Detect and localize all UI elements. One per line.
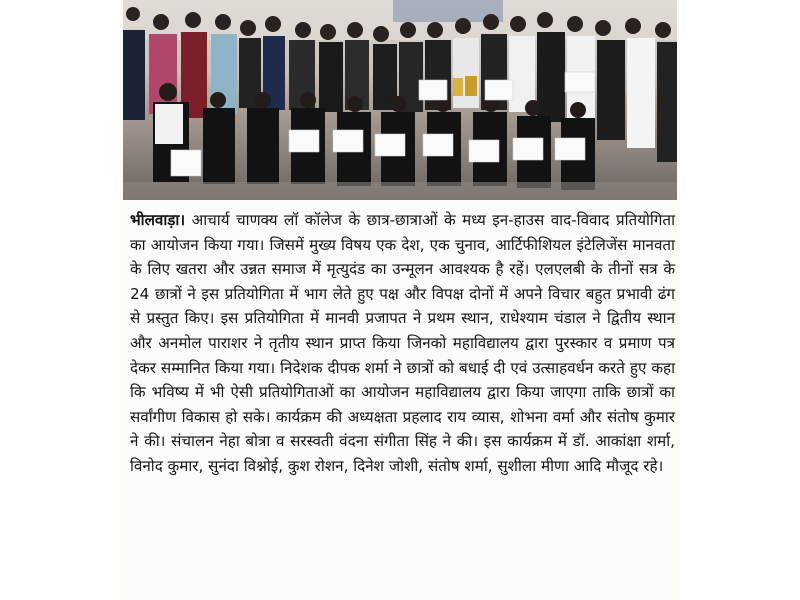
group-photo-illustration: [123, 0, 677, 200]
news-clipping: [120, 0, 680, 600]
article-body: आचार्य चाणक्य लॉ कॉलेज के छात्र-छात्राओं के मध्य इन-हाउस वाद-विवाद प्रतियोगिता का आयोजन किया गया। जिसमें मुख्य विषय एक देश, एक चुनाव, आर्टिफीशियल इंटेलिजेंस मानवता के लिए खतरा और उन्नत समाज में मृत्युदंड का उन्मूलन आवश्यक है रहें। एलएलबी के तीनों सत्र के 24 छात्रों ने इस प्रतियोगिता में भाग लेते हुए पक्ष और विपक्ष दोनों में अपने विचार बहुत प्रभावी ढंग से प्रस्तुत किए। इस प्रतियोगिता में मानवी प्रजापत ने प्रथम स्थान, राधेश्याम चंडाल ने द्वितीय स्थान और अनमोल पाराशर ने तृतीय स्थान प्राप्त किया जिनको महाविद्यालय द्वारा पुरस्कार व प्रमाण पत्र देकर सम्मानित किया गया। निदेशक दीपक शर्मा ने छात्रों को बधाई दी एवं उत्साहवर्धन करते हुए कहा कि भविष्य में भी ऐसी प्रतियोगिताओं का आयोजन महाविद्यालय द्वारा किया जाएगा ताकि छात्रों का सर्वांगीण विकास हो सके। कार्यक्रम की अध्यक्षता प्रहलाद राय व्यास, शोभना वर्मा और संतोष कुमार ने की। संचालन नेहा बोत्रा व सरस्वती वंदना संगीता सिंह ने की। इस कार्यक्रम में डॉ. आकांक्षा शर्मा, विनोद कुमार, सुनंदा विश्नोई, कुश रोशन, दिनेश जोशी, संतोष शर्मा, सुशीला मीणा आदि मौजूद रहे।: [130, 211, 676, 475]
article-text: [130, 208, 675, 479]
dateline: भीलवाड़ा।: [130, 211, 186, 229]
group-photo: [123, 0, 677, 200]
